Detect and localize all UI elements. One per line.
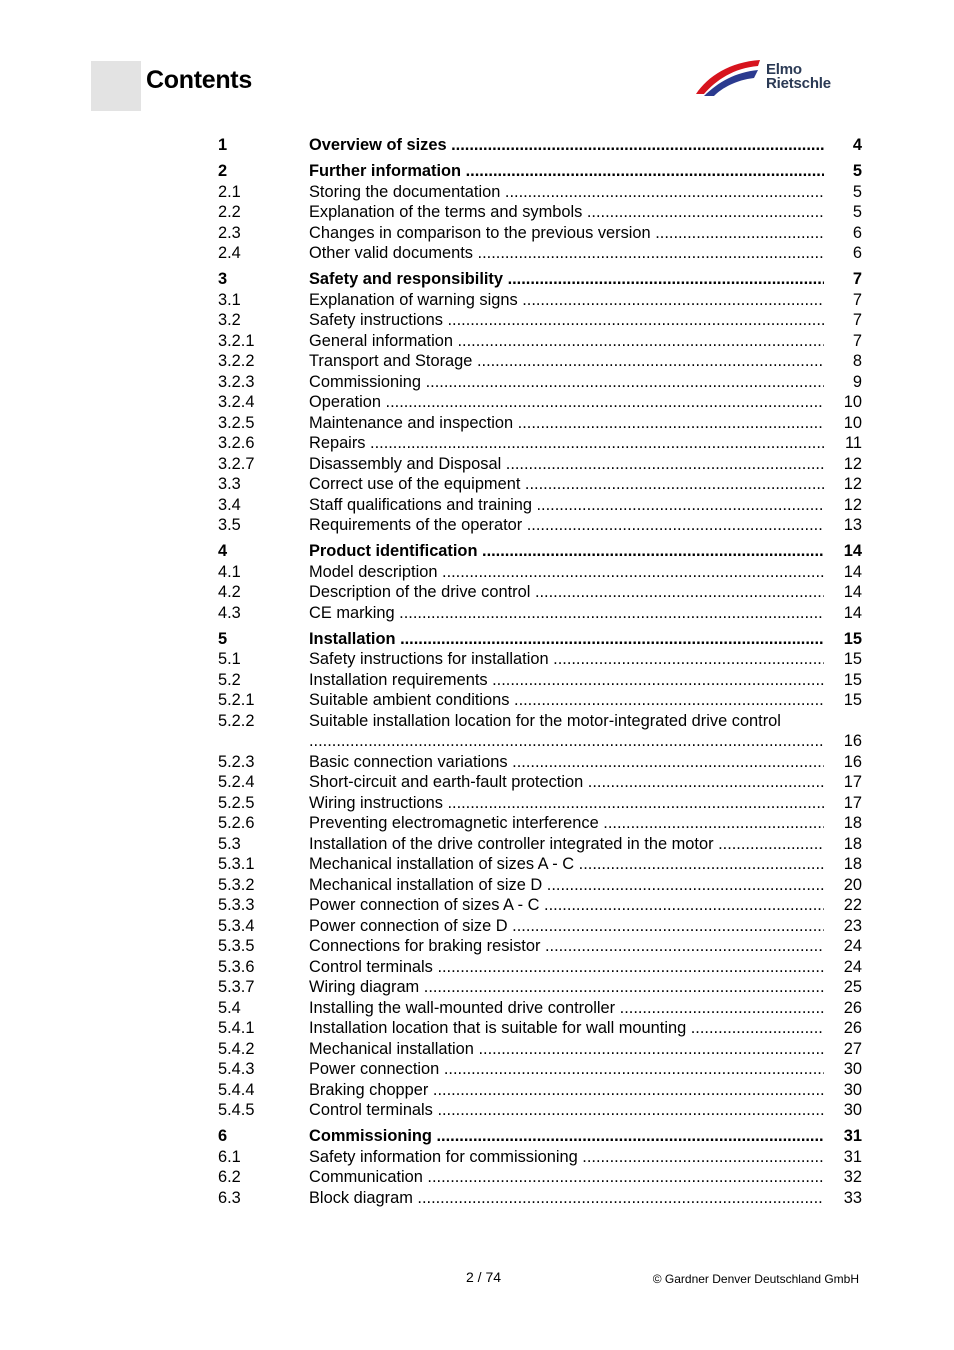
toc-title: Explanation of the terms and symbols ..... <box>309 202 824 223</box>
toc-number: 3.2 <box>218 311 241 329</box>
toc-entry[interactable] <box>218 895 862 916</box>
toc-entry[interactable] <box>218 731 862 752</box>
toc-page: 25 <box>843 978 862 996</box>
toc-entry[interactable] <box>218 875 862 896</box>
toc-page: 18 <box>843 855 862 873</box>
toc-page: 6 <box>852 244 862 262</box>
toc-entry[interactable] <box>218 515 862 536</box>
toc-number: 5.4.5 <box>218 1101 255 1119</box>
toc-entry[interactable] <box>218 495 862 516</box>
toc-entry[interactable] <box>218 752 862 773</box>
toc-title: Preventing electromagnetic interference ..... <box>309 813 824 834</box>
toc-entry[interactable] <box>218 977 862 998</box>
toc-number: 5.4.1 <box>218 1019 255 1037</box>
toc-page: 7 <box>852 331 862 350</box>
toc-entry[interactable] <box>218 161 862 182</box>
toc-page: 17 <box>843 793 862 812</box>
toc-page: 11 <box>844 434 862 452</box>
toc-page: 10 <box>843 393 862 411</box>
toc-page: 4 <box>852 136 862 154</box>
page-title: Contents <box>146 66 252 94</box>
header-tab-block <box>91 61 141 111</box>
toc-title: Power connection of sizes A - C ..... <box>309 895 824 916</box>
toc-title: Staff qualifications and training ..... <box>309 495 824 516</box>
toc-number: 3.4 <box>218 495 241 514</box>
toc-entry[interactable] <box>218 916 862 937</box>
toc-entry[interactable] <box>218 202 862 223</box>
toc-title: Basic connection variations ..... <box>309 752 824 773</box>
toc-number: 4.3 <box>218 603 241 622</box>
toc-title: Description of the drive control ..... <box>309 582 824 603</box>
toc-title: Block diagram ..... <box>309 1188 824 1209</box>
toc-title: Further information ..... <box>309 161 824 182</box>
toc-entry[interactable] <box>218 310 862 331</box>
toc-entry[interactable] <box>218 936 862 957</box>
toc-title: General information ..... <box>309 331 824 352</box>
toc-title: Power connection ..... <box>309 1059 824 1080</box>
toc-title: Mechanical installation ..... <box>309 1039 824 1060</box>
toc-title: Installation ..... <box>309 629 824 650</box>
toc-title: Correct use of the equipment ..... <box>309 474 824 495</box>
toc-title: Model description ..... <box>309 562 824 583</box>
toc-entry[interactable] <box>218 1039 862 1060</box>
toc-page: 7 <box>852 311 862 329</box>
toc-number: 6 <box>218 1127 228 1145</box>
toc-entry[interactable] <box>218 603 862 624</box>
toc-page: 9 <box>852 372 862 391</box>
toc-title: Other valid documents ..... <box>309 243 824 264</box>
toc-page: 24 <box>843 937 862 955</box>
toc-entry[interactable] <box>218 135 862 156</box>
toc-title: Safety instructions ..... <box>309 310 824 331</box>
toc-title: Commissioning ..... <box>309 372 824 393</box>
toc-page: 12 <box>843 475 862 493</box>
toc-entry[interactable] <box>218 998 862 1019</box>
toc-title: Power connection of size D ..... <box>309 916 824 937</box>
toc-number: 2.1 <box>218 182 241 201</box>
toc-page: 26 <box>843 1019 862 1037</box>
toc-entry[interactable] <box>218 772 862 793</box>
toc-title: Control terminals ..... <box>309 1100 824 1121</box>
toc-number: 3.3 <box>218 475 241 493</box>
toc-number: 3.2.7 <box>218 454 255 473</box>
toc-entry[interactable] <box>218 793 862 814</box>
toc-page: 31 <box>843 1127 862 1145</box>
toc-title: CE marking ..... <box>309 603 824 624</box>
toc-page: 16 <box>843 732 862 750</box>
toc-entry[interactable] <box>218 290 862 311</box>
toc-page: 23 <box>843 916 862 935</box>
toc-page: 5 <box>852 162 862 180</box>
toc-number: 5.2.5 <box>218 793 255 812</box>
toc-page: 18 <box>843 834 862 853</box>
toc-title: Suitable ambient conditions ..... <box>309 690 824 711</box>
toc-entry[interactable] <box>218 223 862 244</box>
toc-number: 3.2.1 <box>218 331 255 350</box>
toc-page: 14 <box>843 562 862 581</box>
toc-number: 2.2 <box>218 203 241 221</box>
toc-page: 13 <box>843 516 862 534</box>
toc-page: 16 <box>843 752 862 771</box>
toc-number: 5.3.6 <box>218 957 255 976</box>
toc-page: 12 <box>843 454 862 473</box>
toc-title: Transport and Storage ..... <box>309 351 824 372</box>
toc-number: 5.2.1 <box>218 691 255 709</box>
toc-title: Braking chopper ..... <box>309 1080 824 1101</box>
toc-title: Changes in comparison to the previous version ..... <box>309 223 824 244</box>
toc-number: 5.2.4 <box>218 773 255 791</box>
toc-entry[interactable] <box>218 269 862 290</box>
toc-title: Safety information for commissioning ..... <box>309 1147 824 1168</box>
toc-number: 2.3 <box>218 223 241 242</box>
toc-number: 3 <box>218 270 228 288</box>
toc-title: Connections for braking resistor ..... <box>309 936 824 957</box>
toc-page: 32 <box>843 1168 862 1186</box>
toc-number: 5.1 <box>218 650 241 668</box>
toc-entry[interactable] <box>218 1147 862 1168</box>
toc-title: Short-circuit and earth-fault protection ..... <box>309 772 824 793</box>
toc-title: Repairs ..... <box>309 433 824 454</box>
toc-leader-dots <box>309 731 824 752</box>
toc-title: Suitable installation location for the motor-integrated drive control <box>309 711 781 730</box>
toc-entry[interactable] <box>218 182 862 203</box>
toc-number: 5.3.7 <box>218 978 255 996</box>
toc-number: 3.2.2 <box>218 352 255 370</box>
toc-page: 22 <box>843 896 862 914</box>
toc-entry[interactable] <box>218 433 862 454</box>
toc-entry[interactable] <box>218 582 862 603</box>
toc-page: 14 <box>843 583 862 601</box>
toc-page: 5 <box>852 182 862 201</box>
toc-number: 5.3.2 <box>218 875 255 894</box>
toc-entry[interactable] <box>218 1126 862 1147</box>
footer-page-number: 2 / 74 <box>466 1269 502 1285</box>
toc-number: 5.4 <box>218 998 241 1017</box>
toc-title: Operation ..... <box>309 392 824 413</box>
toc-number: 3.2.3 <box>218 372 255 391</box>
toc-entry[interactable] <box>218 474 862 495</box>
toc-number: 5.4.4 <box>218 1080 255 1099</box>
toc-page: 6 <box>852 223 862 242</box>
toc-page: 5 <box>852 203 862 221</box>
toc-title: Overview of sizes ..... <box>309 135 824 156</box>
toc-entry[interactable] <box>218 854 862 875</box>
toc-page: 27 <box>843 1039 862 1058</box>
logo-text <box>766 63 831 91</box>
toc-entry[interactable] <box>218 1188 862 1209</box>
toc-page: 8 <box>852 352 862 370</box>
toc-page: 30 <box>843 1060 862 1078</box>
toc-number: 5 <box>218 629 228 648</box>
toc-title: Installation of the drive controller integrated in the motor ..... <box>309 834 824 855</box>
toc-entry[interactable] <box>218 562 862 583</box>
toc-number: 6.2 <box>218 1168 241 1186</box>
logo-line-rietschle: Rietschle <box>766 75 831 92</box>
toc-number: 3.2.4 <box>218 393 255 411</box>
toc-page: 10 <box>843 413 862 432</box>
toc-page: 7 <box>852 270 862 288</box>
toc-title: Control terminals ..... <box>309 957 824 978</box>
table-of-contents <box>218 135 862 1208</box>
toc-title: Safety instructions for installation ..... <box>309 649 824 670</box>
toc-page: 33 <box>843 1188 862 1207</box>
toc-page: 20 <box>843 875 862 894</box>
toc-entry[interactable] <box>218 957 862 978</box>
toc-entry[interactable] <box>218 670 862 691</box>
toc-number: 5.2.3 <box>218 752 255 771</box>
toc-entry[interactable] <box>218 1059 862 1080</box>
toc-number: 5.3.1 <box>218 855 255 873</box>
toc-page: 18 <box>843 814 862 832</box>
toc-number: 3.2.6 <box>218 434 255 452</box>
toc-title: Storing the documentation ..... <box>309 182 824 203</box>
toc-page: 15 <box>843 670 862 689</box>
toc-number: 5.2 <box>218 670 241 689</box>
toc-page: 15 <box>843 650 862 668</box>
toc-title: Mechanical installation of sizes A - C ..... <box>309 854 824 875</box>
toc-title: Product identification ..... <box>309 541 824 562</box>
toc-entry[interactable] <box>218 813 862 834</box>
toc-page: 15 <box>843 629 862 648</box>
toc-entry[interactable] <box>218 351 862 372</box>
toc-page: 30 <box>843 1080 862 1099</box>
toc-title: Maintenance and inspection ..... <box>309 413 824 434</box>
toc-entry[interactable] <box>218 711 862 732</box>
toc-page: 12 <box>843 495 862 514</box>
toc-entry[interactable] <box>218 372 862 393</box>
toc-number: 5.3.4 <box>218 916 255 935</box>
toc-number: 1 <box>218 136 228 154</box>
toc-page: 30 <box>843 1101 862 1119</box>
toc-title: Commissioning ..... <box>309 1126 824 1147</box>
toc-page: 14 <box>843 603 862 622</box>
toc-page: 17 <box>843 773 862 791</box>
toc-title: Mechanical installation of size D ..... <box>309 875 824 896</box>
toc-number: 5.3 <box>218 834 241 853</box>
toc-title: Communication ..... <box>309 1167 824 1188</box>
toc-number: 4 <box>218 542 228 560</box>
toc-number: 4.1 <box>218 562 241 581</box>
toc-number: 2 <box>218 162 228 180</box>
toc-entry[interactable] <box>218 243 862 264</box>
toc-number: 5.3.5 <box>218 937 255 955</box>
toc-number: 4.2 <box>218 583 241 601</box>
company-logo <box>694 56 856 100</box>
toc-number: 3.2.5 <box>218 413 255 432</box>
toc-number: 6.1 <box>218 1147 241 1166</box>
toc-number: 5.2.2 <box>218 711 255 730</box>
toc-number: 5.4.2 <box>218 1039 255 1058</box>
toc-title: Safety and responsibility ..... <box>309 269 824 290</box>
toc-page: 26 <box>843 998 862 1017</box>
toc-entry[interactable] <box>218 690 862 711</box>
toc-entry[interactable] <box>218 1167 862 1188</box>
toc-entry[interactable] <box>218 1080 862 1101</box>
toc-entry[interactable] <box>218 541 862 562</box>
toc-title: Wiring diagram ..... <box>309 977 824 998</box>
footer-copyright: © Gardner Denver Deutschland GmbH <box>652 1272 859 1286</box>
toc-entry[interactable] <box>218 413 862 434</box>
toc-entry[interactable] <box>218 454 862 475</box>
toc-number: 5.2.6 <box>218 814 255 832</box>
toc-page: 7 <box>852 290 862 309</box>
toc-title: Requirements of the operator ..... <box>309 515 824 536</box>
toc-title: Installation location that is suitable for wall mounting ..... <box>309 1018 824 1039</box>
toc-entry[interactable] <box>218 1100 862 1121</box>
toc-title: Explanation of warning signs ..... <box>309 290 824 311</box>
toc-number: 2.4 <box>218 244 241 262</box>
toc-number: 3.1 <box>218 290 241 309</box>
toc-entry[interactable] <box>218 392 862 413</box>
toc-page: 31 <box>843 1147 862 1166</box>
toc-title: Installing the wall-mounted drive controller ..... <box>309 998 824 1019</box>
toc-title: Disassembly and Disposal ..... <box>309 454 824 475</box>
logo-line-elmo: Elmo <box>766 61 802 78</box>
toc-entry[interactable] <box>218 1018 862 1039</box>
toc-page: 15 <box>843 691 862 709</box>
toc-page: 24 <box>843 957 862 976</box>
toc-number: 6.3 <box>218 1188 241 1207</box>
toc-number: 5.3.3 <box>218 896 255 914</box>
toc-entry[interactable] <box>218 629 862 650</box>
toc-number: 5.4.3 <box>218 1060 255 1078</box>
toc-number: 3.5 <box>218 516 241 534</box>
toc-entry[interactable] <box>218 834 862 855</box>
logo-swoosh-icon <box>694 56 764 100</box>
toc-entry[interactable] <box>218 331 862 352</box>
toc-page: 14 <box>843 542 862 560</box>
toc-title: Wiring instructions ..... <box>309 793 824 814</box>
toc-entry[interactable] <box>218 649 862 670</box>
toc-title: Installation requirements ..... <box>309 670 824 691</box>
